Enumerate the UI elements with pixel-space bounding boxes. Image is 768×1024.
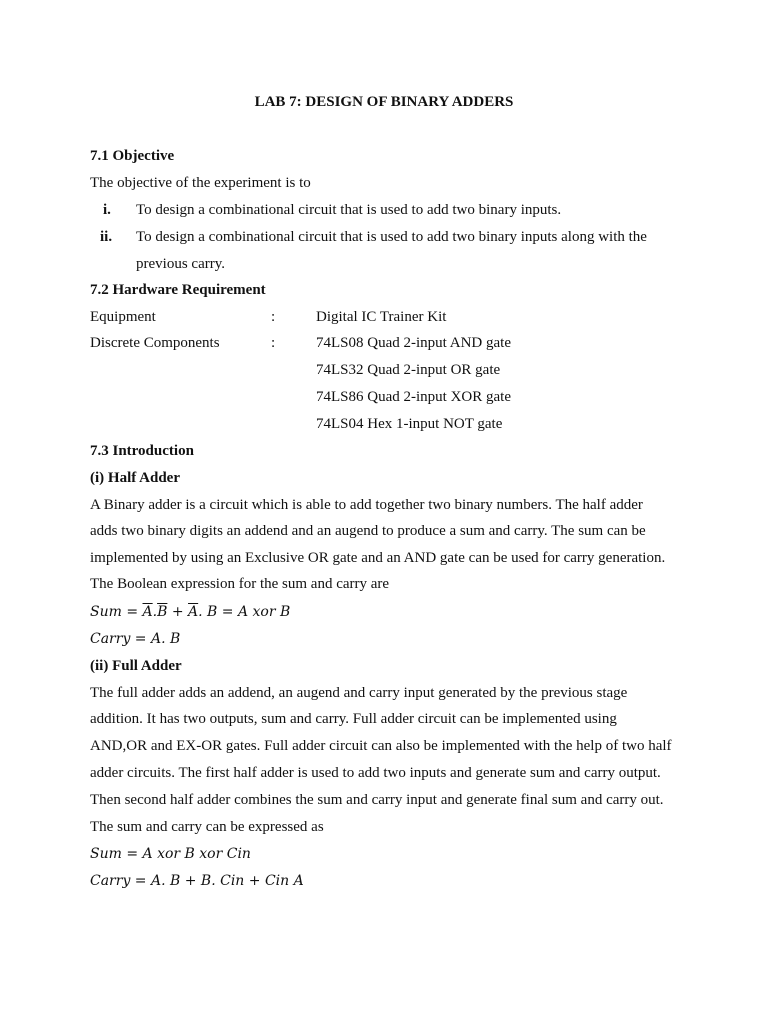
- hardware-separator: :: [271, 309, 276, 325]
- half-adder-sum-expression: Sum = $\overline{A}.\overline{B} + \overline{A}$. B = A xor B: [90, 604, 291, 620]
- list-item-text: To design a combinational circuit that is used to add two binary inputs along with the: [136, 229, 647, 245]
- hardware-value: Digital IC Trainer Kit: [316, 309, 447, 325]
- list-item-text-continued: previous carry.: [136, 256, 225, 272]
- objective-intro: The objective of the experiment is to: [90, 175, 311, 191]
- page-title: LAB 7: DESIGN OF BINARY ADDERS: [254, 94, 514, 110]
- full-adder-sum-expression: Sum = A xor B xor Cin: [90, 846, 251, 862]
- paragraph-line: Then second half adder combines the sum and carry input and generate final sum and carry out.: [90, 792, 664, 808]
- paragraph-line: AND,OR and EX-OR gates. Full adder circuit can also be implemented with the help of two half: [90, 738, 672, 754]
- list-marker: i.: [103, 202, 111, 218]
- section-heading-introduction: 7.3 Introduction: [90, 443, 194, 459]
- hardware-value: 74LS04 Hex 1-input NOT gate: [316, 416, 503, 432]
- half-adder-carry-expression: Carry = A. B: [90, 631, 181, 647]
- full-adder-carry-expression: Carry = A. B + B. Cin + Cin A: [90, 873, 304, 889]
- paragraph-line: adder circuits. The first half adder is used to add two inputs and generate sum and carry output.: [90, 765, 661, 781]
- hardware-label: Equipment: [90, 309, 156, 325]
- paragraph-line: implemented by using an Exclusive OR gate and an AND gate can be used for carry generation.: [90, 550, 666, 566]
- hardware-value: 74LS32 Quad 2-input OR gate: [316, 362, 501, 378]
- section-heading-hardware: 7.2 Hardware Requirement: [90, 282, 266, 298]
- paragraph-line: addition. It has two outputs, sum and carry. Full adder circuit can be implemented using: [90, 711, 617, 727]
- hardware-value: 74LS08 Quad 2-input AND gate: [316, 335, 511, 351]
- list-marker: ii.: [100, 229, 113, 245]
- subsection-heading-half-adder: (i) Half Adder: [90, 470, 180, 486]
- paragraph-line: The full adder adds an addend, an augend and carry input generated by the previous stage: [90, 685, 628, 701]
- subsection-heading-full-adder: (ii) Full Adder: [90, 658, 182, 674]
- section-heading-objective: 7.1 Objective: [90, 148, 175, 164]
- paragraph-line: A Binary adder is a circuit which is able to add together two binary numbers. The half adder: [90, 497, 643, 513]
- hardware-separator: :: [271, 335, 276, 351]
- hardware-value: 74LS86 Quad 2-input XOR gate: [316, 389, 511, 405]
- paragraph-line: The sum and carry can be expressed as: [90, 819, 324, 835]
- paragraph-line: The Boolean expression for the sum and carry are: [90, 576, 390, 592]
- hardware-label: Discrete Components: [90, 335, 220, 351]
- list-item-text: To design a combinational circuit that is used to add two binary inputs.: [136, 202, 562, 218]
- paragraph-line: adds two binary digits an addend and an augend to produce a sum and carry. The sum can be: [90, 523, 646, 539]
